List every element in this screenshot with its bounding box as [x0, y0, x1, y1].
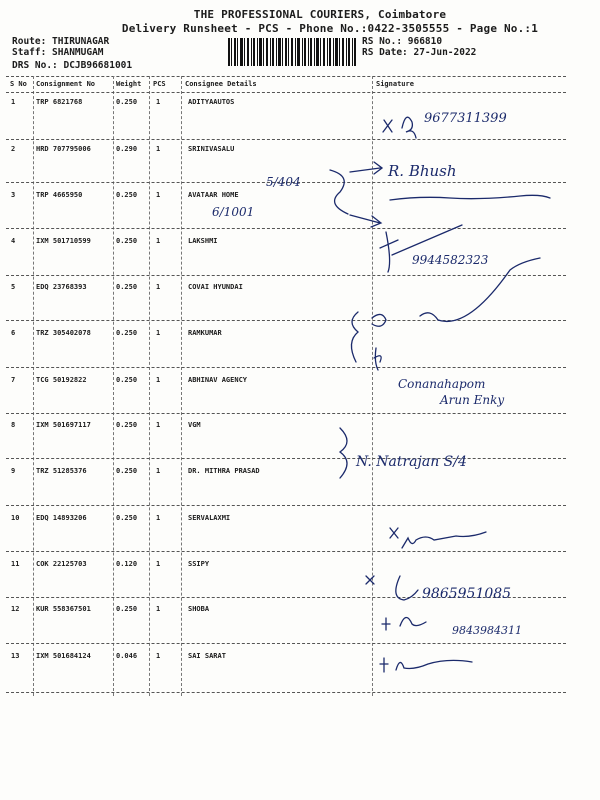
row-weight: 0.250 — [116, 191, 138, 199]
drs-number: DRS No.: DCJB96681001 — [12, 60, 133, 71]
row-consignment: IXM 501697117 — [36, 421, 91, 429]
header-weight: Weight — [116, 80, 142, 88]
row-rule — [6, 320, 566, 321]
row-consignee: COVAI HYUNDAI — [188, 283, 243, 291]
row-consignment: HRD 707795006 — [36, 145, 91, 153]
table-header — [0, 80, 600, 92]
row-pcs: 1 — [156, 145, 161, 153]
route-label: Route: THIRUNAGAR — [12, 36, 110, 47]
rs-date: RS Date: 27-Jun-2022 — [362, 47, 477, 58]
row-pcs: 1 — [156, 421, 161, 429]
row-sno: 13 — [11, 652, 20, 660]
row-rule — [6, 551, 566, 552]
row-consignee: SERVALAXMI — [188, 514, 231, 522]
row-consignee: SSIPY — [188, 560, 210, 568]
row-rule — [6, 597, 566, 598]
row-consignee: ABHINAV AGENCY — [188, 376, 248, 384]
table-row — [0, 191, 600, 203]
row-consignee: DR. MITHRA PRASAD — [188, 467, 260, 475]
row-consignee: SHOBA — [188, 605, 210, 613]
row-consignee: VGM — [188, 421, 201, 429]
row-rule — [6, 182, 566, 183]
table-row — [0, 329, 600, 341]
row-rule — [6, 643, 566, 644]
row-consignee: AVATAAR HOME — [188, 191, 239, 199]
row-consignment: IXM 501710599 — [36, 237, 91, 245]
handwritten-room: 6/1001 — [212, 205, 255, 219]
staff-label: Staff: SHANMUGAM — [12, 47, 104, 58]
table-row — [0, 514, 600, 526]
row-consignment: KUR 558367501 — [36, 605, 91, 613]
handwritten-name: N. Natrajan S/4 — [356, 454, 467, 470]
row-sno: 9 — [11, 467, 16, 475]
row-consignee: RAMKUMAR — [188, 329, 222, 337]
table-row — [0, 283, 600, 295]
row-weight: 0.250 — [116, 514, 138, 522]
row-sno: 7 — [11, 376, 16, 384]
row-consignment: EDQ 23768393 — [36, 283, 87, 291]
row-consignee: SAI SARAT — [188, 652, 226, 660]
row-consignment: TRZ 305402078 — [36, 329, 91, 337]
header-pcs: PCS — [153, 80, 166, 88]
row-consignee: SRINIVASALU — [188, 145, 235, 153]
row-weight: 0.250 — [116, 237, 138, 245]
row-sno: 1 — [11, 98, 16, 106]
row-rule — [6, 505, 566, 506]
arrow-mark — [350, 162, 382, 174]
row-consignment: TRP 6821768 — [36, 98, 83, 106]
row-pcs: 1 — [156, 237, 161, 245]
table-row — [0, 467, 600, 479]
row-weight: 0.250 — [116, 605, 138, 613]
row-consignment: IXM 501684124 — [36, 652, 91, 660]
header-consignment: Consignment No — [36, 80, 96, 88]
table-row — [0, 98, 600, 110]
row-pcs: 1 — [156, 467, 161, 475]
row-weight: 0.120 — [116, 560, 138, 568]
header-rule — [6, 92, 566, 93]
row-weight: 0.250 — [116, 467, 138, 475]
header-consignee: Consignee Details — [185, 80, 257, 88]
row-pcs: 1 — [156, 98, 161, 106]
row-weight: 0.250 — [116, 98, 138, 106]
row-consignment: EDQ 14893206 — [36, 514, 87, 522]
signature-mark — [390, 528, 398, 538]
row-consignee: LAKSHMI — [188, 237, 218, 245]
table-row — [0, 145, 600, 157]
row-rule — [6, 228, 566, 229]
signature-mark — [402, 532, 486, 548]
table-row — [0, 605, 600, 617]
arrow-mark — [350, 215, 381, 227]
row-weight: 0.250 — [116, 329, 138, 337]
row-pcs: 1 — [156, 652, 161, 660]
row-pcs: 1 — [156, 605, 161, 613]
row-pcs: 1 — [156, 191, 161, 199]
table-row — [0, 376, 600, 388]
row-pcs: 1 — [156, 329, 161, 337]
handwritten-name: R. Bhush — [388, 162, 457, 180]
row-sno: 5 — [11, 283, 16, 291]
handwritten-phone: 9843984311 — [452, 624, 522, 637]
header-signature: Signature — [376, 80, 414, 88]
row-rule — [6, 413, 566, 414]
row-weight: 0.250 — [116, 283, 138, 291]
row-sno: 8 — [11, 421, 16, 429]
row-weight: 0.250 — [116, 421, 138, 429]
row-pcs: 1 — [156, 376, 161, 384]
table-row — [0, 421, 600, 433]
row-consignment: TRP 4665950 — [36, 191, 83, 199]
row-pcs: 1 — [156, 514, 161, 522]
row-consignment: COK 22125703 — [36, 560, 87, 568]
signature-mark — [402, 117, 416, 138]
handwritten-note: Arun Enky — [440, 393, 505, 407]
row-consignment: TCG 50192822 — [36, 376, 87, 384]
row-rule — [6, 275, 566, 276]
signature-mark — [383, 120, 392, 132]
table-top-rule — [6, 76, 566, 77]
row-pcs: 1 — [156, 283, 161, 291]
company-title: THE PROFESSIONAL COURIERS, Coimbatore — [193, 8, 447, 21]
row-weight: 0.250 — [116, 376, 138, 384]
row-sno: 11 — [11, 560, 20, 568]
row-rule — [6, 692, 566, 693]
row-sno: 10 — [11, 514, 20, 522]
handwritten-phone: 9677311399 — [424, 111, 507, 126]
row-consignment: TRZ 51285376 — [36, 467, 87, 475]
row-rule — [6, 458, 566, 459]
barcode — [228, 38, 356, 66]
handwritten-phone: 9865951085 — [422, 586, 512, 602]
row-sno: 12 — [11, 605, 20, 613]
row-rule — [6, 139, 566, 140]
signature-mark — [382, 618, 390, 630]
handwritten-phone: 9944582323 — [412, 253, 489, 267]
table-row — [0, 237, 600, 249]
rs-number: RS No.: 966810 — [362, 36, 443, 47]
row-sno: 6 — [11, 329, 16, 337]
row-consignee: ADITYAAUTOS — [188, 98, 235, 106]
row-pcs: 1 — [156, 560, 161, 568]
handwritten-room: 5/404 — [266, 175, 301, 189]
row-sno: 4 — [11, 237, 16, 245]
signature-mark — [400, 617, 426, 626]
table-row — [0, 560, 600, 572]
row-rule — [6, 367, 566, 368]
row-sno: 2 — [11, 145, 16, 153]
header-sno: S No — [10, 80, 27, 88]
runsheet-subtitle: Delivery Runsheet - PCS - Phone No.:0422-3505555 - Page No.:1 — [121, 22, 539, 35]
table-row — [0, 652, 600, 664]
handwritten-note: Conanahapom — [398, 377, 486, 391]
row-weight: 0.046 — [116, 652, 138, 660]
row-sno: 3 — [11, 191, 16, 199]
row-weight: 0.290 — [116, 145, 138, 153]
